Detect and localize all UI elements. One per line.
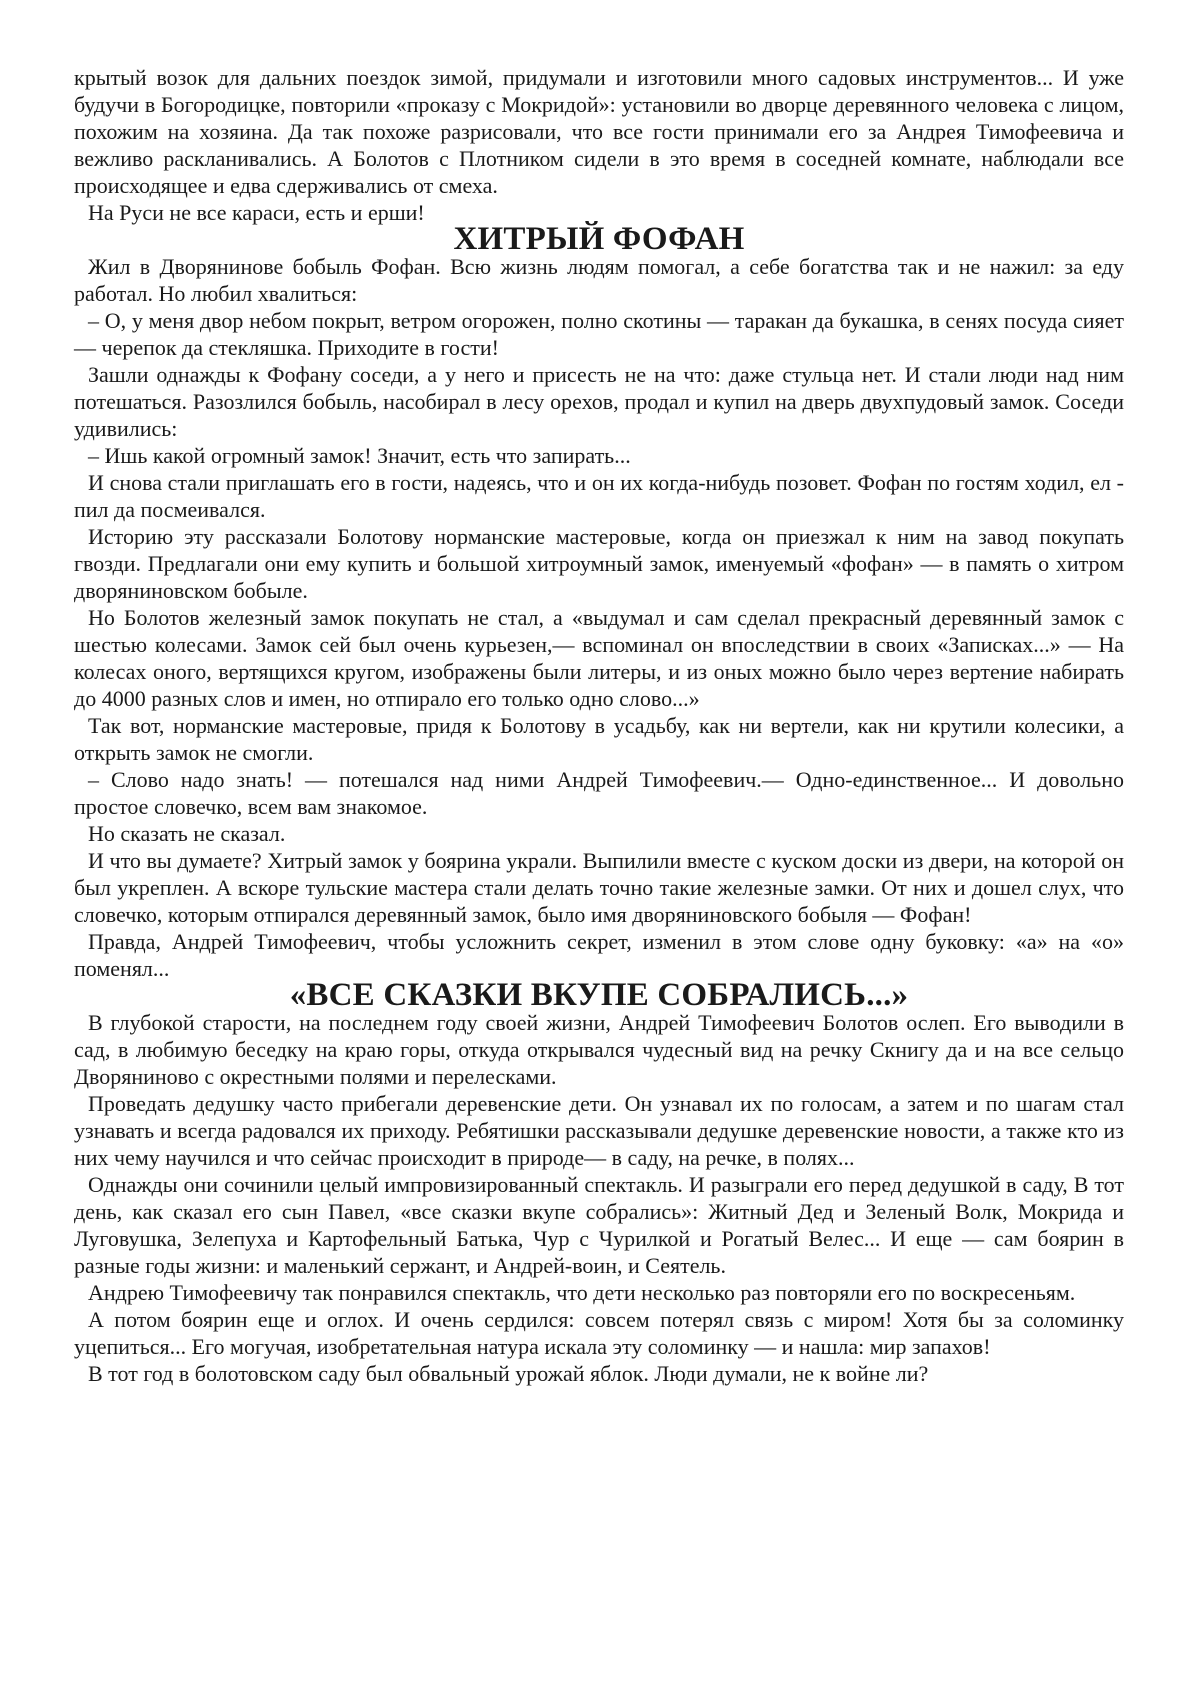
document-page xyxy=(74,64,1124,1387)
paragraph: Историю эту рассказали Болотову норманские мастеровые, когда он приезжал к ним на завод покупать гвозди. Предлагали они ему купить и большой хитроумный замок, именуемый «фофан» — в память о хитром дворяниновском бобыле. xyxy=(74,524,1124,603)
paragraph: – О, у меня двор небом покрыт, ветром огорожен, полно скотины — таракан да букашка, в сенях посуда сияет — черепок да стекляшка. Приходите в гости! xyxy=(74,308,1124,360)
paragraph: Правда, Андрей Тимофеевич, чтобы усложнить секрет, изменил в этом слове одну буковку: «а» на «о» поменял... xyxy=(74,929,1124,981)
paragraph: Зашли однажды к Фофану соседи, а у него и присесть не на что: даже стульца нет. И стали люди над ним потешаться. Разозлился бобыль, насобирал в лесу орехов, продал и купил на дверь двухпудовый замок. Соседи удивились: xyxy=(74,362,1124,441)
paragraph: Так вот, норманские мастеровые, придя к Болотову в усадьбу, как ни вертели, как ни крутили колесики, а открыть замок не смогли. xyxy=(74,713,1124,765)
paragraph: – Ишь какой огромный замок! Значит, есть что запирать... xyxy=(88,443,631,468)
section-heading: «ВСЕ СКАЗКИ ВКУПЕ СОБРАЛИСЬ...» xyxy=(289,977,909,1013)
paragraph: И снова стали приглашать его в гости, надеясь, что и он их когда-нибудь позовет. Фофан по гостям ходил, ел - пил да посмеивался. xyxy=(74,470,1124,522)
paragraph: – Слово надо знать! — потешался над ними Андрей Тимофеевич.— Одно-единственное... И довольно простое словечко, всем вам знакомое. xyxy=(74,767,1124,819)
paragraph: А потом боярин еще и оглох. И очень сердился: совсем потерял связь с миром! Хотя бы за соломинку уцепиться... Его могучая, изобретательная натура искала эту соломинку — и нашла: мир запахов! xyxy=(74,1307,1124,1359)
section-heading: ХИТРЫЙ ФОФАН xyxy=(453,221,745,257)
paragraph: И что вы думаете? Хитрый замок у боярина украли. Выпилили вместе с куском доски из двери, на которой он был укреплен. А вскоре тульские мастера стали делать точно такие железные замки. От них и дошел слух, что словечко, которым отпирался деревянный замок, было имя дворяниновского бобыля — Фофан! xyxy=(74,848,1124,927)
paragraph: В тот год в болотовском саду был обвальный урожай яблок. Люди думали, не к войне ли? xyxy=(88,1361,929,1386)
paragraph: На Руси не все караси, есть и ерши! xyxy=(88,200,425,225)
paragraph: Но Болотов железный замок покупать не стал, а «выдумал и сам сделал прекрасный деревянный замок с шестью колесами. Замок сей был очень курьезен,— вспоминал он впоследствии в своих «Записках...» — На колесах оного, вертящихся кругом, изображены были литеры, и из оных можно было через вертение набирать до 4000 разных слов и имен, но отпирало его только одно слово...» xyxy=(74,605,1124,711)
paragraph: В глубокой старости, на последнем году своей жизни, Андрей Тимофеевич Болотов ослеп. Его выводили в сад, в любимую беседку на краю горы, откуда открывался чудесный вид на речку Скнигу да и на все сельцо Дворяниново с окрестными полями и перелесками. xyxy=(74,1010,1124,1089)
paragraph: Проведать дедушку часто прибегали деревенские дети. Он узнавал их по голосам, а затем и по шагам стал узнавать и всегда радовался их приходу. Ребятишки рассказывали дедушке деревенские новости, а также кто из них чему научился и что сейчас происходит в природе— в саду, на речке, в полях... xyxy=(74,1091,1124,1170)
paragraph: Жил в Дворянинове бобыль Фофан. Всю жизнь людям помогал, а себе богатства так и не нажил: за еду работал. Но любил хвалиться: xyxy=(74,254,1124,306)
paragraph: Однажды они сочинили целый импровизированный спектакль. И разыграли его перед дедушкой в саду, В тот день, как сказал его сын Павел, «все сказки вкупе собрались»: Житный Дед и Зеленый Волк, Мокрида и Луговушка, Зелепуха и Картофельный Батька, Чур с Чурилкой и Рогатый Велес... И еще — сам боярин в разные годы жизни: и маленький сержант, и Андрей-воин, и Сеятель. xyxy=(74,1172,1124,1278)
paragraph: Но сказать не сказал. xyxy=(88,821,286,846)
paragraph: крытый возок для дальних поездок зимой, придумали и изготовили много садовых инструментов... И уже будучи в Богородицке, повторили «проказу с Мокридой»: установили во дворце деревянного человека с лицом, похожим на хозяина. Да так похоже разрисовали, что все гости принимали его за Андрея Тимофеевича и вежливо раскланивались. А Болотов с Плотником сидели в это время в соседней комнате, наблюдали все происходящее и едва сдерживались от смеха. xyxy=(74,65,1124,198)
paragraph: Андрею Тимофеевичу так понравился спектакль, что дети несколько раз повторяли его по воскресеньям. xyxy=(88,1280,1076,1305)
